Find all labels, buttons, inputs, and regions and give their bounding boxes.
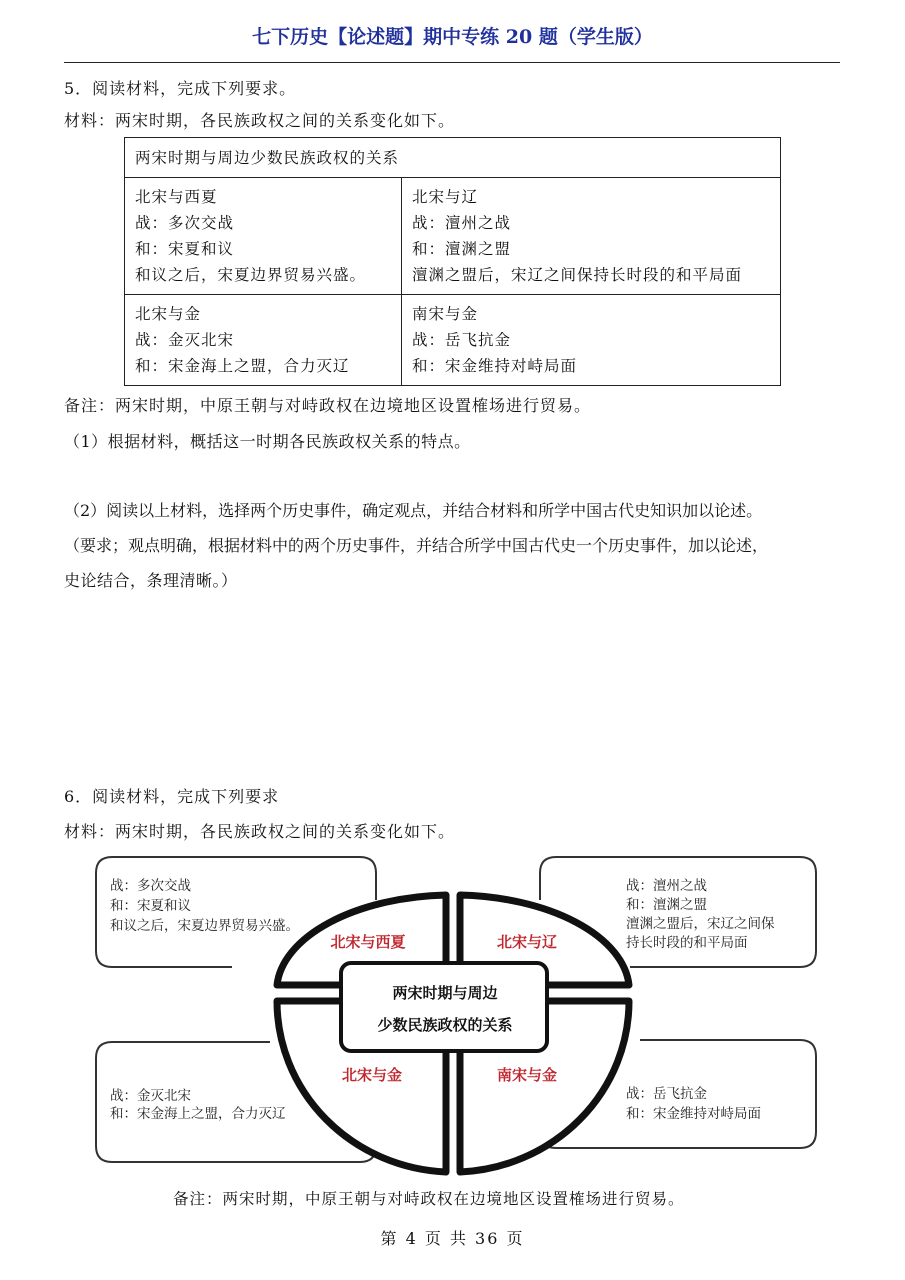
q5-material: 材料：两宋时期，各民族政权之间的关系变化如下。 — [64, 111, 456, 130]
page-header-title: 七下历史【论述题】期中专练 20 题（学生版） — [252, 26, 653, 48]
cell-line: 和：澶渊之盟 — [412, 240, 512, 258]
box-bl-line: 战：金灭北宋 — [110, 1088, 191, 1104]
cell-name: 北宋与金 — [135, 305, 202, 323]
box-tr-line: 战：澶州之战 — [626, 878, 707, 894]
box-bl-line: 和：宋金海上之盟，合力灭辽 — [110, 1106, 286, 1122]
cell-name: 北宋与辽 — [412, 188, 479, 206]
cell-line: 澶渊之盟后，宋辽之间保持长时段的和平局面 — [412, 266, 743, 284]
table-cell-southsong-jin — [402, 295, 781, 386]
cell-line: 战：澶州之战 — [412, 214, 512, 232]
cell-line: 和：宋夏和议 — [135, 240, 235, 258]
center-label-line1: 两宋时期与周边 — [392, 984, 498, 1002]
q6-note: 备注：两宋时期，中原王朝与对峙政权在边境地区设置榷场进行贸易。 — [173, 1190, 685, 1208]
q5-subquestion-1: （1）根据材料，概括这一时期各民族政权关系的特点。 — [64, 432, 471, 451]
box-tl-line: 战：多次交战 — [110, 878, 191, 894]
box-tl-line: 和议之后，宋夏边界贸易兴盛。 — [110, 918, 299, 934]
q6-heading: 6．阅读材料，完成下列要求 — [64, 787, 280, 806]
q5-note: 备注：两宋时期，中原王朝与对峙政权在边境地区设置榷场进行贸易。 — [64, 396, 592, 415]
box-tr-line: 澶渊之盟后，宋辽之间保 — [626, 916, 775, 932]
q5-requirement-line1: （要求；观点明确，根据材料中的两个历史事件，并结合所学中国古代史一个历史事件，加以论述， — [64, 536, 769, 555]
cell-name: 南宋与金 — [412, 305, 479, 323]
table-cell-song-liao — [402, 178, 781, 295]
cell-line: 和议之后，宋夏边界贸易兴盛。 — [135, 266, 367, 284]
cell-line: 战：岳飞抗金 — [412, 331, 512, 349]
cell-line: 战：多次交战 — [135, 214, 235, 232]
cell-name: 北宋与西夏 — [135, 188, 218, 206]
center-box — [341, 963, 547, 1051]
q5-relation-table — [124, 137, 781, 386]
cell-line: 和：宋金维持对峙局面 — [412, 357, 578, 375]
cell-line: 和：宋金海上之盟，合力灭辽 — [135, 357, 350, 375]
quadrant-label-northsong-jin: 北宋与金 — [341, 1066, 403, 1084]
q5-requirement-line2: 史论结合，条理清晰。） — [64, 571, 238, 590]
box-br-line: 和：宋金维持对峙局面 — [626, 1106, 761, 1122]
box-br-line: 战：岳飞抗金 — [626, 1086, 707, 1102]
table-cell-northsong-jin — [125, 295, 402, 386]
quadrant-label-song-liao: 北宋与辽 — [496, 933, 558, 951]
box-tr-line: 持长时段的和平局面 — [626, 935, 748, 951]
cell-line: 战：金灭北宋 — [135, 331, 235, 349]
quadrant-label-southsong-jin: 南宋与金 — [496, 1066, 558, 1084]
q6-material: 材料：两宋时期，各民族政权之间的关系变化如下。 — [64, 822, 456, 841]
quadrant-label-song-xixia: 北宋与西夏 — [330, 933, 406, 951]
page-footer: 第 4 页 共 36 页 — [380, 1229, 525, 1248]
center-label-line2: 少数民族政权的关系 — [377, 1016, 513, 1034]
header-rule — [64, 62, 840, 63]
box-tr-line: 和：澶渊之盟 — [626, 897, 707, 913]
q5-heading: 5．阅读材料，完成下列要求。 — [64, 79, 297, 98]
table-title: 两宋时期与周边少数民族政权的关系 — [125, 138, 781, 178]
table-cell-song-xixia — [125, 178, 402, 295]
q6-relation-diagram — [0, 840, 905, 1190]
box-tl-line: 和：宋夏和议 — [110, 898, 191, 914]
q5-subquestion-2: （2）阅读以上材料，选择两个历史事件，确定观点，并结合材料和所学中国古代史知识加以论述。 — [64, 501, 763, 520]
